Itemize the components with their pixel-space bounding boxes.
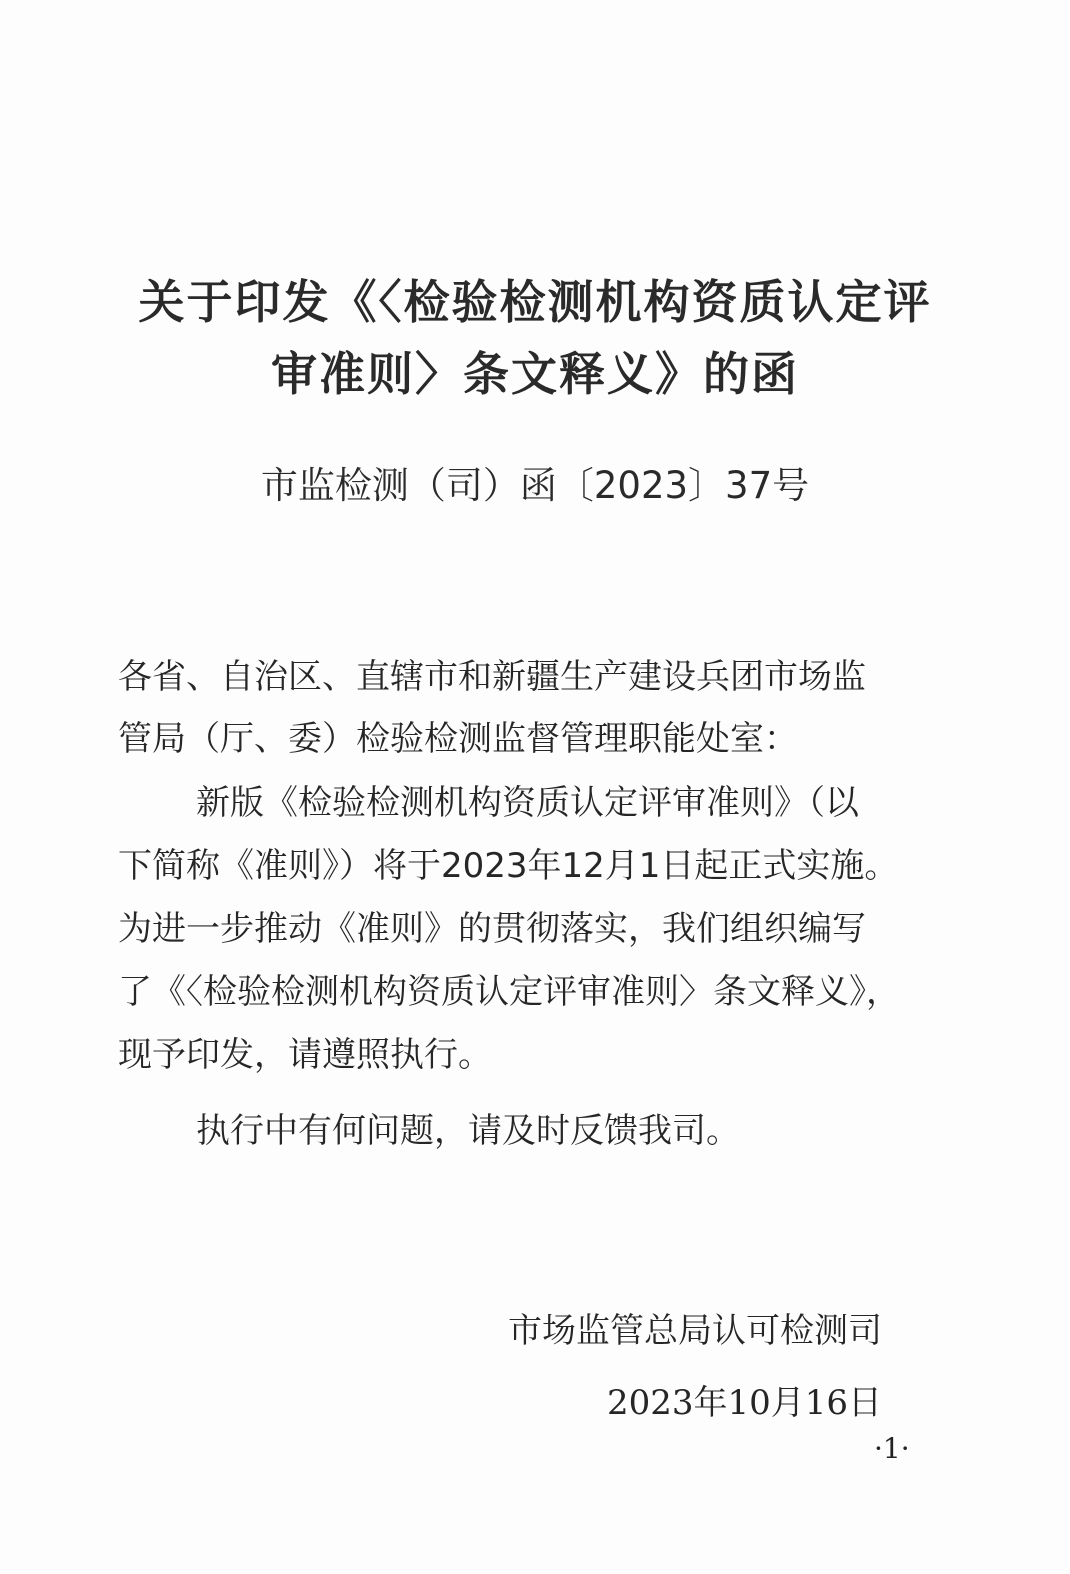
document-number: 市监检测（司）函〔2023〕37号	[260, 464, 810, 507]
paragraph-main	[118, 772, 962, 1087]
paragraph-line: 下简称《准则》）将于2023年12月1日起正式实施。	[118, 846, 899, 886]
title-line-2: 审准则〉条文释义》的函	[271, 347, 799, 401]
paragraph-feedback	[118, 1100, 962, 1163]
signature-block	[508, 1296, 882, 1438]
issue-date: 2023年10月16日	[606, 1383, 882, 1423]
document-title	[100, 266, 970, 410]
addressee-line-1: 各省、自治区、直辖市和新疆生产建设兵团市场监	[118, 657, 866, 697]
paragraph-line: 新版《检验检测机构资质认定评审准则》（以	[196, 783, 859, 823]
paragraph-line: 了《〈检验检测机构资质认定评审准则〉条文释义》，	[118, 972, 900, 1012]
issuer-name: 市场监管总局认可检测司	[508, 1311, 882, 1351]
addressee-line-2: 管局（厅、委）检验检测监督管理职能处室：	[118, 719, 798, 759]
paragraph-line: 执行中有何问题，请及时反馈我司。	[196, 1111, 740, 1151]
paragraph-line: 现予印发，请遵照执行。	[118, 1035, 492, 1075]
paragraph-line: 为进一步推动《准则》的贯彻落实，我们组织编写	[118, 909, 866, 949]
addressee	[118, 646, 962, 770]
title-line-1: 关于印发《〈检验检测机构资质认定评	[138, 275, 932, 329]
page-number: ·1·	[874, 1432, 910, 1465]
